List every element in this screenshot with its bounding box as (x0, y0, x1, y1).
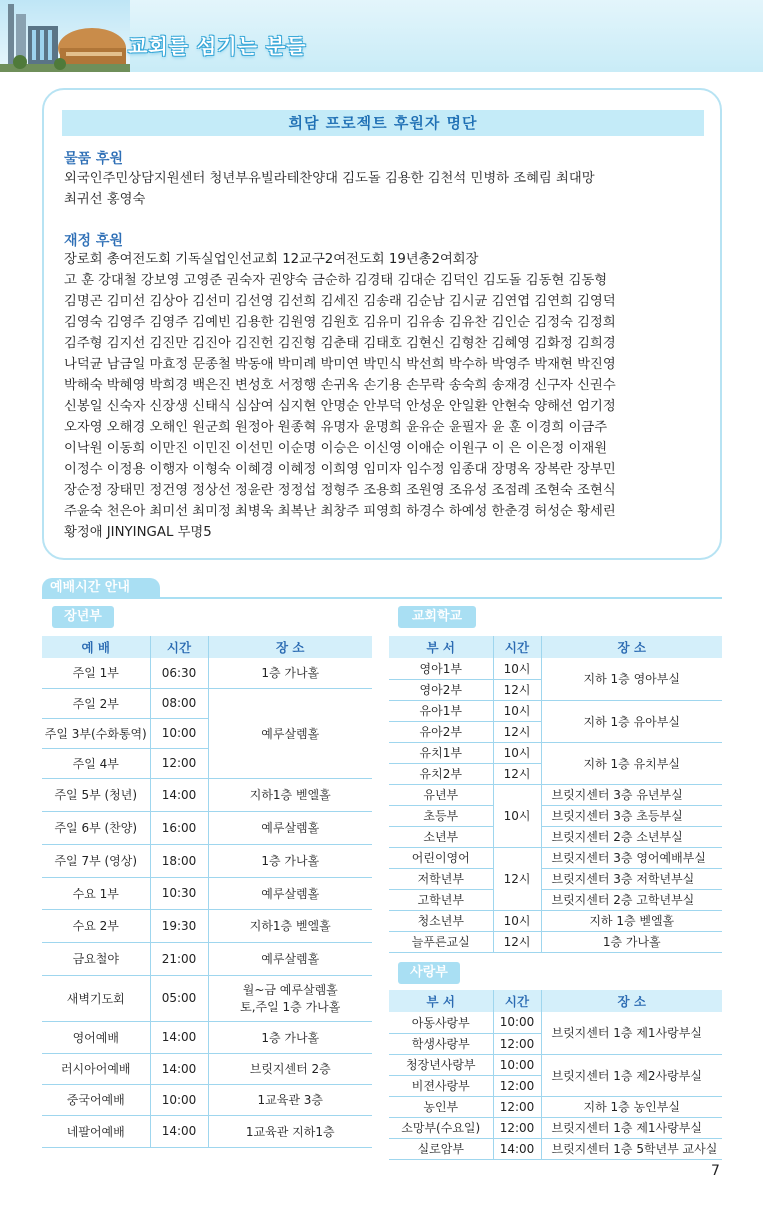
service-place: 1교육관 3층 (208, 1084, 372, 1115)
donor-line: 외국인주민상담지원센터 청년부유빌라테찬양대 김도돌 김용한 김천석 민병하 조혜림 최대망 (64, 171, 595, 186)
service-place: 지하1층 벧엘홀 (208, 909, 372, 942)
dept-place: 브릿지센터 1층 5학년부 교사실 (541, 1138, 722, 1159)
donor-line: 오자영 오해경 오해인 원군희 원정아 원종혁 유명자 윤명희 윤유순 윤필자 윤 훈 이경희 이금주 (64, 420, 608, 435)
service-time: 12:00 (150, 748, 208, 778)
table-row (389, 658, 722, 679)
service-name: 금요철야 (42, 942, 150, 975)
page-number: 7 (711, 1163, 720, 1179)
donor-line: 박해숙 박혜영 박희경 백은진 변성호 서정행 손귀옥 손기용 손무락 송숙희 송재경 신구자 신권수 (64, 378, 616, 393)
service-name: 주일 7부 (영상) (42, 844, 150, 877)
table-row (389, 742, 722, 763)
service-name: 수요 1부 (42, 877, 150, 909)
dept-name: 비젼사랑부 (389, 1075, 493, 1096)
service-name: 주일 5부 (청년) (42, 778, 150, 811)
col-header-place: 장 소 (541, 990, 722, 1012)
table-row (389, 1096, 722, 1117)
service-time: 14:00 (150, 778, 208, 811)
col-header-dept: 부 서 (389, 636, 493, 658)
table-row (42, 877, 372, 909)
dept-time: 12시 (493, 763, 541, 784)
service-time: 14:00 (150, 1115, 208, 1147)
service-name: 러시아어예배 (42, 1053, 150, 1084)
table-row (389, 826, 722, 847)
dept-name: 초등부 (389, 805, 493, 826)
service-time: 21:00 (150, 942, 208, 975)
service-place: 예루살렘홀 (208, 942, 372, 975)
dept-name: 영아2부 (389, 679, 493, 700)
dept-time: 12시 (493, 679, 541, 700)
table-row (389, 868, 722, 889)
dept-time: 10시 (493, 910, 541, 931)
table-row (389, 700, 722, 721)
table-row (42, 844, 372, 877)
dept-time: 12:00 (493, 1075, 541, 1096)
service-name: 네팔어예배 (42, 1115, 150, 1147)
dept-time: 12시 (493, 721, 541, 742)
dept-place: 브릿지센터 3층 영어예배부실 (541, 847, 722, 868)
dept-time: 12시 (493, 847, 541, 910)
service-name: 주일 1부 (42, 658, 150, 688)
worship-time-divider (42, 597, 722, 599)
dept-name: 늘푸른교실 (389, 931, 493, 952)
donor-list-box (42, 88, 722, 560)
school-dept-tab: 교회학교 (398, 606, 476, 628)
table-header-row (389, 990, 722, 1012)
service-name: 주일 2부 (42, 688, 150, 718)
service-name: 수요 2부 (42, 909, 150, 942)
service-place: 1교육관 지하1층 (208, 1115, 372, 1147)
dept-place: 지하 1층 유아부실 (541, 700, 722, 742)
service-name: 중국어예배 (42, 1084, 150, 1115)
place-line: 월~금 예루살렘홀 (242, 983, 338, 997)
dept-name: 유치1부 (389, 742, 493, 763)
service-name: 주일 3부(수화통역) (42, 718, 150, 748)
donor-line: 황정애 JINYINGAL 무명5 (64, 525, 212, 540)
dept-time: 12:00 (493, 1033, 541, 1054)
table-row (389, 1012, 722, 1033)
dept-name: 학생사랑부 (389, 1033, 493, 1054)
dept-name: 유치2부 (389, 763, 493, 784)
dept-name: 영아1부 (389, 658, 493, 679)
dept-time: 12:00 (493, 1096, 541, 1117)
table-row (42, 975, 372, 1021)
service-time: 10:00 (150, 718, 208, 748)
dept-place: 브릿지센터 3층 유년부실 (541, 784, 722, 805)
donor-line: 고 훈 강대철 강보영 고영준 권숙자 권양숙 금순하 김경태 김대순 김덕인 김도돌 김동현 김동형 (64, 273, 608, 288)
place-line: 토,주일 1층 가나홀 (240, 1000, 341, 1014)
goods-donation-title: 물품 후원 (64, 151, 123, 167)
donor-line: 김명곤 김미선 김상아 김선미 김선영 김선희 김세진 김송래 김순남 김시균 김연엽 김연희 김영덕 (64, 294, 616, 309)
dept-place: 1층 가나홀 (541, 931, 722, 952)
service-place: 예루살렘홀 (208, 811, 372, 844)
youth-dept-tab: 장년부 (52, 606, 114, 628)
donor-line: 장순정 장태민 정건영 정상선 정윤란 정정섭 정형주 조용희 조원영 조유성 조점례 조현숙 조현식 (64, 483, 616, 498)
service-name: 새벽기도회 (42, 975, 150, 1021)
dept-place: 브릿지센터 1층 제1사랑부실 (541, 1012, 722, 1054)
service-place: 브릿지센터 2층 (208, 1053, 372, 1084)
dept-place: 지하 1층 농인부실 (541, 1096, 722, 1117)
service-time: 14:00 (150, 1053, 208, 1084)
table-row (42, 942, 372, 975)
table-row (389, 847, 722, 868)
donor-line: 장로회 총여전도회 기독실업인선교회 12교구2여전도회 19년총2여회장 (64, 252, 479, 267)
dept-name: 아동사랑부 (389, 1012, 493, 1033)
table-row (42, 688, 372, 718)
service-place: 예루살렘홀 (208, 877, 372, 909)
church-school-table (389, 636, 722, 953)
dept-time: 10시 (493, 784, 541, 847)
dept-time: 14:00 (493, 1138, 541, 1159)
dept-place: 지하 1층 영아부실 (541, 658, 722, 700)
love-dept-tab: 사랑부 (398, 962, 460, 984)
col-header-service: 예 배 (42, 636, 150, 658)
service-time: 14:00 (150, 1021, 208, 1053)
service-place: 1층 가나홀 (208, 844, 372, 877)
dept-place: 브릿지센터 1층 제2사랑부실 (541, 1054, 722, 1096)
dept-time: 12시 (493, 931, 541, 952)
dept-name: 농인부 (389, 1096, 493, 1117)
table-row (389, 1117, 722, 1138)
table-row (42, 658, 372, 688)
donor-line: 이낙원 이동희 이만진 이민진 이선민 이순명 이승은 이신영 이애순 이원구 이 은 이은정 이재원 (64, 441, 608, 456)
service-time: 05:00 (150, 975, 208, 1021)
service-time: 10:00 (150, 1084, 208, 1115)
service-place: 예루살렘홀 (208, 688, 372, 778)
donor-line: 나덕균 남금일 마효정 문종철 박동애 박미례 박미연 박민식 박선희 박수하 박영주 박재현 박진영 (64, 357, 616, 372)
table-row (42, 1115, 372, 1147)
dept-name: 유년부 (389, 784, 493, 805)
donor-line: 최귀선 홍영숙 (64, 192, 146, 207)
dept-name: 저학년부 (389, 868, 493, 889)
dept-name: 실로암부 (389, 1138, 493, 1159)
donor-line: 이정수 이정용 이행자 이형숙 이혜경 이혜정 이희영 임미자 임수정 임종대 장명옥 장복란 장부민 (64, 462, 616, 477)
banner-title: 교회를 섬기는 분들 (128, 34, 307, 58)
worship-time-section-tab: 예배시간 안내 (42, 578, 160, 598)
table-row (389, 910, 722, 931)
dept-time: 10:00 (493, 1012, 541, 1033)
table-header-row (389, 636, 722, 658)
service-name: 주일 4부 (42, 748, 150, 778)
donor-line: 김영숙 김영주 김영주 김예빈 김용한 김원영 김원호 김유미 김유송 김유찬 김인순 김정숙 김정희 (64, 315, 616, 330)
table-row (389, 805, 722, 826)
dept-time: 10시 (493, 700, 541, 721)
adult-worship-table (42, 636, 372, 1148)
table-row (42, 1053, 372, 1084)
dept-name: 청장년사랑부 (389, 1054, 493, 1075)
col-header-time: 시간 (493, 990, 541, 1012)
col-header-time: 시간 (493, 636, 541, 658)
dept-name: 고학년부 (389, 889, 493, 910)
table-row (389, 784, 722, 805)
finance-donation-title: 재정 후원 (64, 233, 123, 249)
service-time: 06:30 (150, 658, 208, 688)
dept-time: 12:00 (493, 1117, 541, 1138)
table-header-row (42, 636, 372, 658)
header-banner (0, 0, 763, 72)
dept-name: 소망부(수요일) (389, 1117, 493, 1138)
table-row (42, 778, 372, 811)
dept-place: 브릿지센터 3층 초등부실 (541, 805, 722, 826)
service-name: 영어예배 (42, 1021, 150, 1053)
dept-place: 브릿지센터 1층 제1사랑부실 (541, 1117, 722, 1138)
service-time: 18:00 (150, 844, 208, 877)
service-time: 16:00 (150, 811, 208, 844)
church-building-illustration (0, 0, 130, 72)
service-time: 08:00 (150, 688, 208, 718)
service-place: 1층 가나홀 (208, 658, 372, 688)
dept-place: 지하 1층 벧엘홀 (541, 910, 722, 931)
dept-time: 10시 (493, 658, 541, 679)
table-row (42, 1021, 372, 1053)
dept-name: 어린이영어 (389, 847, 493, 868)
col-header-dept: 부 서 (389, 990, 493, 1012)
dept-time: 10시 (493, 742, 541, 763)
dept-place: 브릿지센터 3층 저학년부실 (541, 868, 722, 889)
dept-name: 유아2부 (389, 721, 493, 742)
donor-line: 주윤숙 천은아 최미선 최미정 최병욱 최복난 최창주 피영희 하경수 하예성 한춘경 허성순 황세린 (64, 504, 616, 519)
dept-name: 소년부 (389, 826, 493, 847)
dept-place: 브릿지센터 2층 소년부실 (541, 826, 722, 847)
goods-donor-names (64, 168, 712, 210)
dept-name: 유아1부 (389, 700, 493, 721)
col-header-place: 장 소 (541, 636, 722, 658)
dept-time: 10:00 (493, 1054, 541, 1075)
love-dept-table (389, 990, 722, 1160)
finance-donor-names (64, 249, 712, 543)
donor-line: 신봉일 신숙자 신장생 신태식 심삼여 심지현 안명순 안부덕 안성운 안일환 안현숙 양해선 엄기정 (64, 399, 616, 414)
donor-list-title: 희담 프로젝트 후원자 명단 (62, 110, 704, 136)
service-name: 주일 6부 (찬양) (42, 811, 150, 844)
service-place: 1층 가나홀 (208, 1021, 372, 1053)
dept-name: 청소년부 (389, 910, 493, 931)
service-place: 지하1층 벧엘홀 (208, 778, 372, 811)
col-header-place: 장 소 (208, 636, 372, 658)
col-header-time: 시간 (150, 636, 208, 658)
table-row (389, 1054, 722, 1075)
service-time: 19:30 (150, 909, 208, 942)
donor-line: 김주형 김지선 김진만 김진아 김진헌 김진형 김춘태 김태호 김현신 김형찬 김혜영 김화정 김희경 (64, 336, 616, 351)
table-row (42, 909, 372, 942)
dept-place: 브릿지센터 2층 고학년부실 (541, 889, 722, 910)
table-row (42, 1084, 372, 1115)
table-row (42, 811, 372, 844)
table-row (389, 889, 722, 910)
service-time: 10:30 (150, 877, 208, 909)
table-row (389, 1138, 722, 1159)
service-place (208, 975, 372, 1021)
table-row (389, 931, 722, 952)
dept-place: 지하 1층 유치부실 (541, 742, 722, 784)
